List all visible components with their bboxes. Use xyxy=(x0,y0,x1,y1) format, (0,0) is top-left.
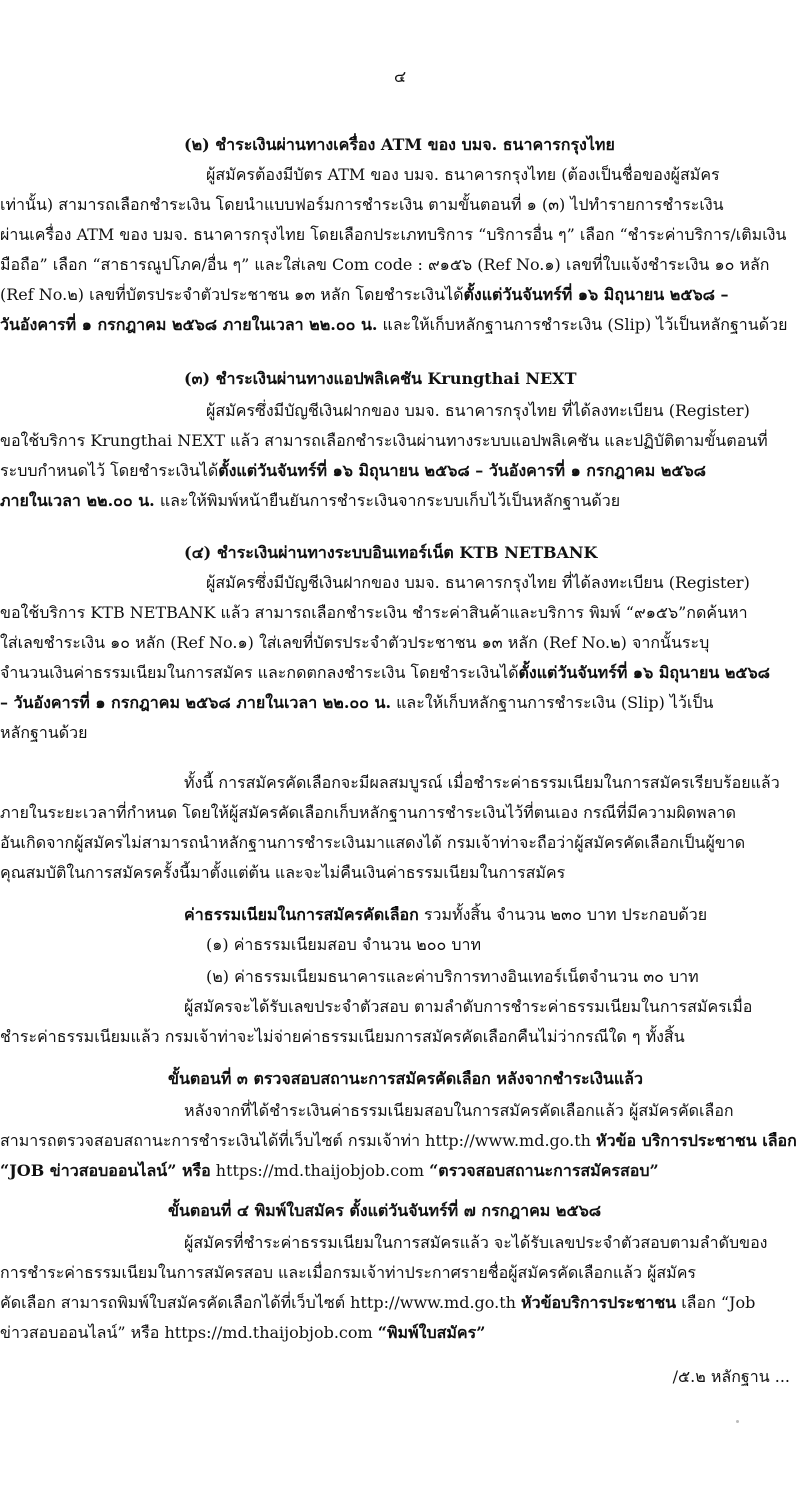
step4-heading: ขั้นตอนที่ ๔ พิมพ์ใบสมัคร ตั้งแต่วันจันทร์ที่ ๗ กรกฎาคม ๒๕๖๘ xyxy=(168,1201,602,1220)
page-number: ๔ xyxy=(393,67,407,86)
note-line-3: อันเกิดจากผู้สมัครไม่สามารถนำหลักฐานการชำระเงินมาแสดงได้ กรมเจ้าท่าจะถือว่าผู้สมัครคัดเลือกเป็นผู้ขาด xyxy=(0,833,746,852)
fee-item-exam: (๑) ค่าธรรมเนียมสอบ จำนวน ๒๐๐ บาท xyxy=(206,935,482,954)
fees-line-2: ชำระค่าธรรมเนียมแล้ว กรมเจ้าท่าจะไม่จ่ายค่าธรรมเนียมการสมัครคัดเลือกคืนไม่ว่ากรณีใด ๆ ทั้งสิ้น xyxy=(0,1027,685,1046)
step4-print-menu: “พิมพ์ใบสมัคร” xyxy=(377,1323,486,1342)
continuation-marker: /๕.๒ หลักฐาน ... xyxy=(672,1367,790,1386)
step3-status-menu: “ตรวจสอบสถานะการสมัครสอบ” xyxy=(429,1161,659,1180)
fees-heading-total: รวมทั้งสิ้น จำนวน ๒๓๐ บาท ประกอบด้วย xyxy=(418,905,708,924)
netbank-line-3: ใส่เลขชำระเงิน ๑๐ หลัก (Ref No.๑) ใส่เลขที่บัตรประจำตัวประชาชน ๑๓ หลัก (Ref No.๒) จากนั้นระบุ xyxy=(0,633,710,652)
netbank-line-2: ขอใช้บริการ KTB NETBANK แล้ว สามารถเลือกชำระเงิน ชำระค่าสินค้าและบริการ พิมพ์ “๙๑๕๖”กดค้นหา xyxy=(0,603,748,622)
atm-line-6 xyxy=(0,310,800,339)
atm-line-6-text: และให้เก็บหลักฐานการชำระเงิน (Slip) ไว้เป็นหลักฐานด้วย xyxy=(377,315,788,334)
step4-line-3-end: เลือก “Job xyxy=(676,1293,756,1312)
step3-heading: ขั้นตอนที่ ๓ ตรวจสอบสถานะการสมัครคัดเลือก หลังจากชำระเงินแล้ว xyxy=(168,1069,643,1088)
next-line-4-text: และให้พิมพ์หน้ายืนยันการชำระเงินจากระบบเก็บไว้เป็นหลักฐานด้วย xyxy=(154,491,621,510)
netbank-line-6: หลักฐานด้วย xyxy=(0,723,88,742)
fees-heading xyxy=(0,900,800,929)
step3-url: https://md.thaijobjob.com xyxy=(210,1161,430,1180)
step4-line-1: ผู้สมัครที่ชำระค่าธรรมเนียมในการสมัครแล้ว จะได้รับเลขประจำตัวสอบตามลำดับของ xyxy=(184,1233,768,1252)
atm-line-5 xyxy=(0,280,800,309)
atm-line-5-text: (Ref No.๒) เลขที่บัตรประจำตัวประชาชน ๑๓ หลัก โดยชำระเงินได้ xyxy=(0,285,464,304)
atm-line-1: ผู้สมัครต้องมีบัตร ATM ของ บมจ. ธนาคารกรุงไทย (ต้องเป็นชื่อของผู้สมัคร xyxy=(206,165,720,184)
next-line-3 xyxy=(0,456,800,485)
netbank-period-end: – วันอังคารที่ ๑ กรกฎาคม ๒๕๖๘ ภายในเวลา ๒๒.๐๐ น. xyxy=(0,693,392,712)
netbank-line-1: ผู้สมัครซึ่งมีบัญชีเงินฝากของ บมจ. ธนาคารกรุงไทย ที่ได้ลงทะเบียน (Register) xyxy=(206,573,750,592)
fee-item-bank: (๒) ค่าธรรมเนียมธนาคารและค่าบริการทางอินเทอร์เน็ตจำนวน ๓๐ บาท xyxy=(206,967,699,986)
netbank-line-4-text: จำนวนเงินค่าธรรมเนียมในการสมัคร และกดตกลงชำระเงิน โดยชำระเงินได้ xyxy=(0,663,519,682)
netbank-heading: (๔) ชำระเงินผ่านทางระบบอินเทอร์เน็ต KTB NETBANK xyxy=(184,543,598,562)
next-line-2: ขอใช้บริการ Krungthai NEXT แล้ว สามารถเลือกชำระเงินผ่านทางระบบแอปพลิเคชัน และปฏิบัติตามขั้นตอนที่ xyxy=(0,431,768,450)
step3-job-menu: “JOB ข่าวสอบออนไลน์” หรือ xyxy=(0,1161,211,1180)
step4-line-2: การชำระค่าธรรมเนียมในการสมัครสอบ และเมื่อกรมเจ้าท่าประกาศรายชื่อผู้สมัครคัดเลือกแล้ว ผู้สมัคร xyxy=(0,1263,696,1282)
next-line-1: ผู้สมัครซึ่งมีบัญชีเงินฝากของ บมจ. ธนาคารกรุงไทย ที่ได้ลงทะเบียน (Register) xyxy=(206,401,750,420)
next-period: ตั้งแต่วันจันทร์ที่ ๑๖ มิถุนายน ๒๕๖๘ – วันอังคารที่ ๑ กรกฎาคม ๒๕๖๘ xyxy=(218,461,706,480)
atm-line-3: ผ่านเครื่อง ATM ของ บมจ. ธนาคารกรุงไทย โดยเลือกประเภทบริการ “บริการอื่น ๆ” เลือก “ชำระค่าบริการ/เติมเงิน xyxy=(0,225,787,244)
note-line-1: ทั้งนี้ การสมัครคัดเลือกจะมีผลสมบูรณ์ เมื่อชำระค่าธรรมเนียมในการสมัครเรียบร้อยแล้ว xyxy=(184,773,780,792)
next-time: ภายในเวลา ๒๒.๐๐ น. xyxy=(0,491,155,510)
step4-menu-path: หัวข้อบริการประชาชน xyxy=(521,1293,677,1312)
atm-heading: (๒) ชำระเงินผ่านทางเครื่อง ATM ของ บมจ. ธนาคารกรุงไทย xyxy=(184,135,615,154)
atm-period-end: วันอังคารที่ ๑ กรกฎาคม ๒๕๖๘ ภายในเวลา ๒๒.๐๐ น. xyxy=(0,315,378,334)
step3-line-2-text: สามารถตรวจสอบสถานะการชำระเงินได้ที่เว็บไซต์ กรมเจ้าท่า http://www.md.go.th xyxy=(0,1131,597,1150)
step4-line-3-text: คัดเลือก สามารถพิมพ์ใบสมัครคัดเลือกได้ที่เว็บไซต์ http://www.md.go.th xyxy=(0,1293,522,1312)
step3-line-2 xyxy=(0,1126,800,1155)
netbank-period-start: ตั้งแต่วันจันทร์ที่ ๑๖ มิถุนายน ๒๕๖๘ xyxy=(518,663,771,682)
atm-line-4: มือถือ” เลือก “สาธารณูปโภค/อื่น ๆ” และใส่เลข Com code : ๙๑๕๖ (Ref No.๑) เลขที่ใบแจ้งชำระเงิน ๑๐ หลัก xyxy=(0,255,770,274)
note-line-2: ภายในระยะเวลาที่กำหนด โดยให้ผู้สมัครคัดเลือกเก็บหลักฐานการชำระเงินไว้ที่ตนเอง กรณีที่มีความผิดพลาด xyxy=(0,803,737,822)
step4-line-3 xyxy=(0,1288,800,1317)
netbank-line-4 xyxy=(0,658,800,687)
next-line-3-text: ระบบกำหนดไว้ โดยชำระเงินได้ xyxy=(0,461,219,480)
next-line-4 xyxy=(0,486,800,515)
step3-line-3 xyxy=(0,1156,800,1185)
netbank-line-5 xyxy=(0,688,800,717)
next-heading: (๓) ชำระเงินผ่านทางแอปพลิเคชัน Krungthai NEXT xyxy=(184,369,577,388)
step4-line-4-text: ข่าวสอบออนไลน์” หรือ https://md.thaijobjob.com xyxy=(0,1323,378,1342)
atm-line-2: เท่านั้น) สามารถเลือกชำระเงิน โดยนำแบบฟอร์มการชำระเงิน ตามขั้นตอนที่ ๑ (๓) ไปทำรายการชำระเงิน xyxy=(0,195,724,214)
scan-speck xyxy=(736,1420,739,1423)
fees-line-1: ผู้สมัครจะได้รับเลขประจำตัวสอบ ตามลำดับการชำระค่าธรรมเนียมในการสมัครเมื่อ xyxy=(184,997,753,1016)
atm-period-start: ตั้งแต่วันจันทร์ที่ ๑๖ มิถุนายน ๒๕๖๘ – xyxy=(463,285,729,304)
netbank-line-5-text: และให้เก็บหลักฐานการชำระเงิน (Slip) ไว้เป็น xyxy=(391,693,714,712)
note-line-4: คุณสมบัติในการสมัครครั้งนี้มาตั้งแต่ต้น และจะไม่คืนเงินค่าธรรมเนียมในการสมัคร xyxy=(0,863,566,882)
step3-line-1: หลังจากที่ได้ชำระเงินค่าธรรมเนียมสอบในการสมัครคัดเลือกแล้ว ผู้สมัครคัดเลือก xyxy=(184,1101,734,1120)
fees-heading-title: ค่าธรรมเนียมในการสมัครคัดเลือก xyxy=(184,905,419,924)
step3-menu-path: หัวข้อ บริการประชาชน เลือก xyxy=(596,1131,797,1150)
step4-line-4 xyxy=(0,1318,800,1347)
